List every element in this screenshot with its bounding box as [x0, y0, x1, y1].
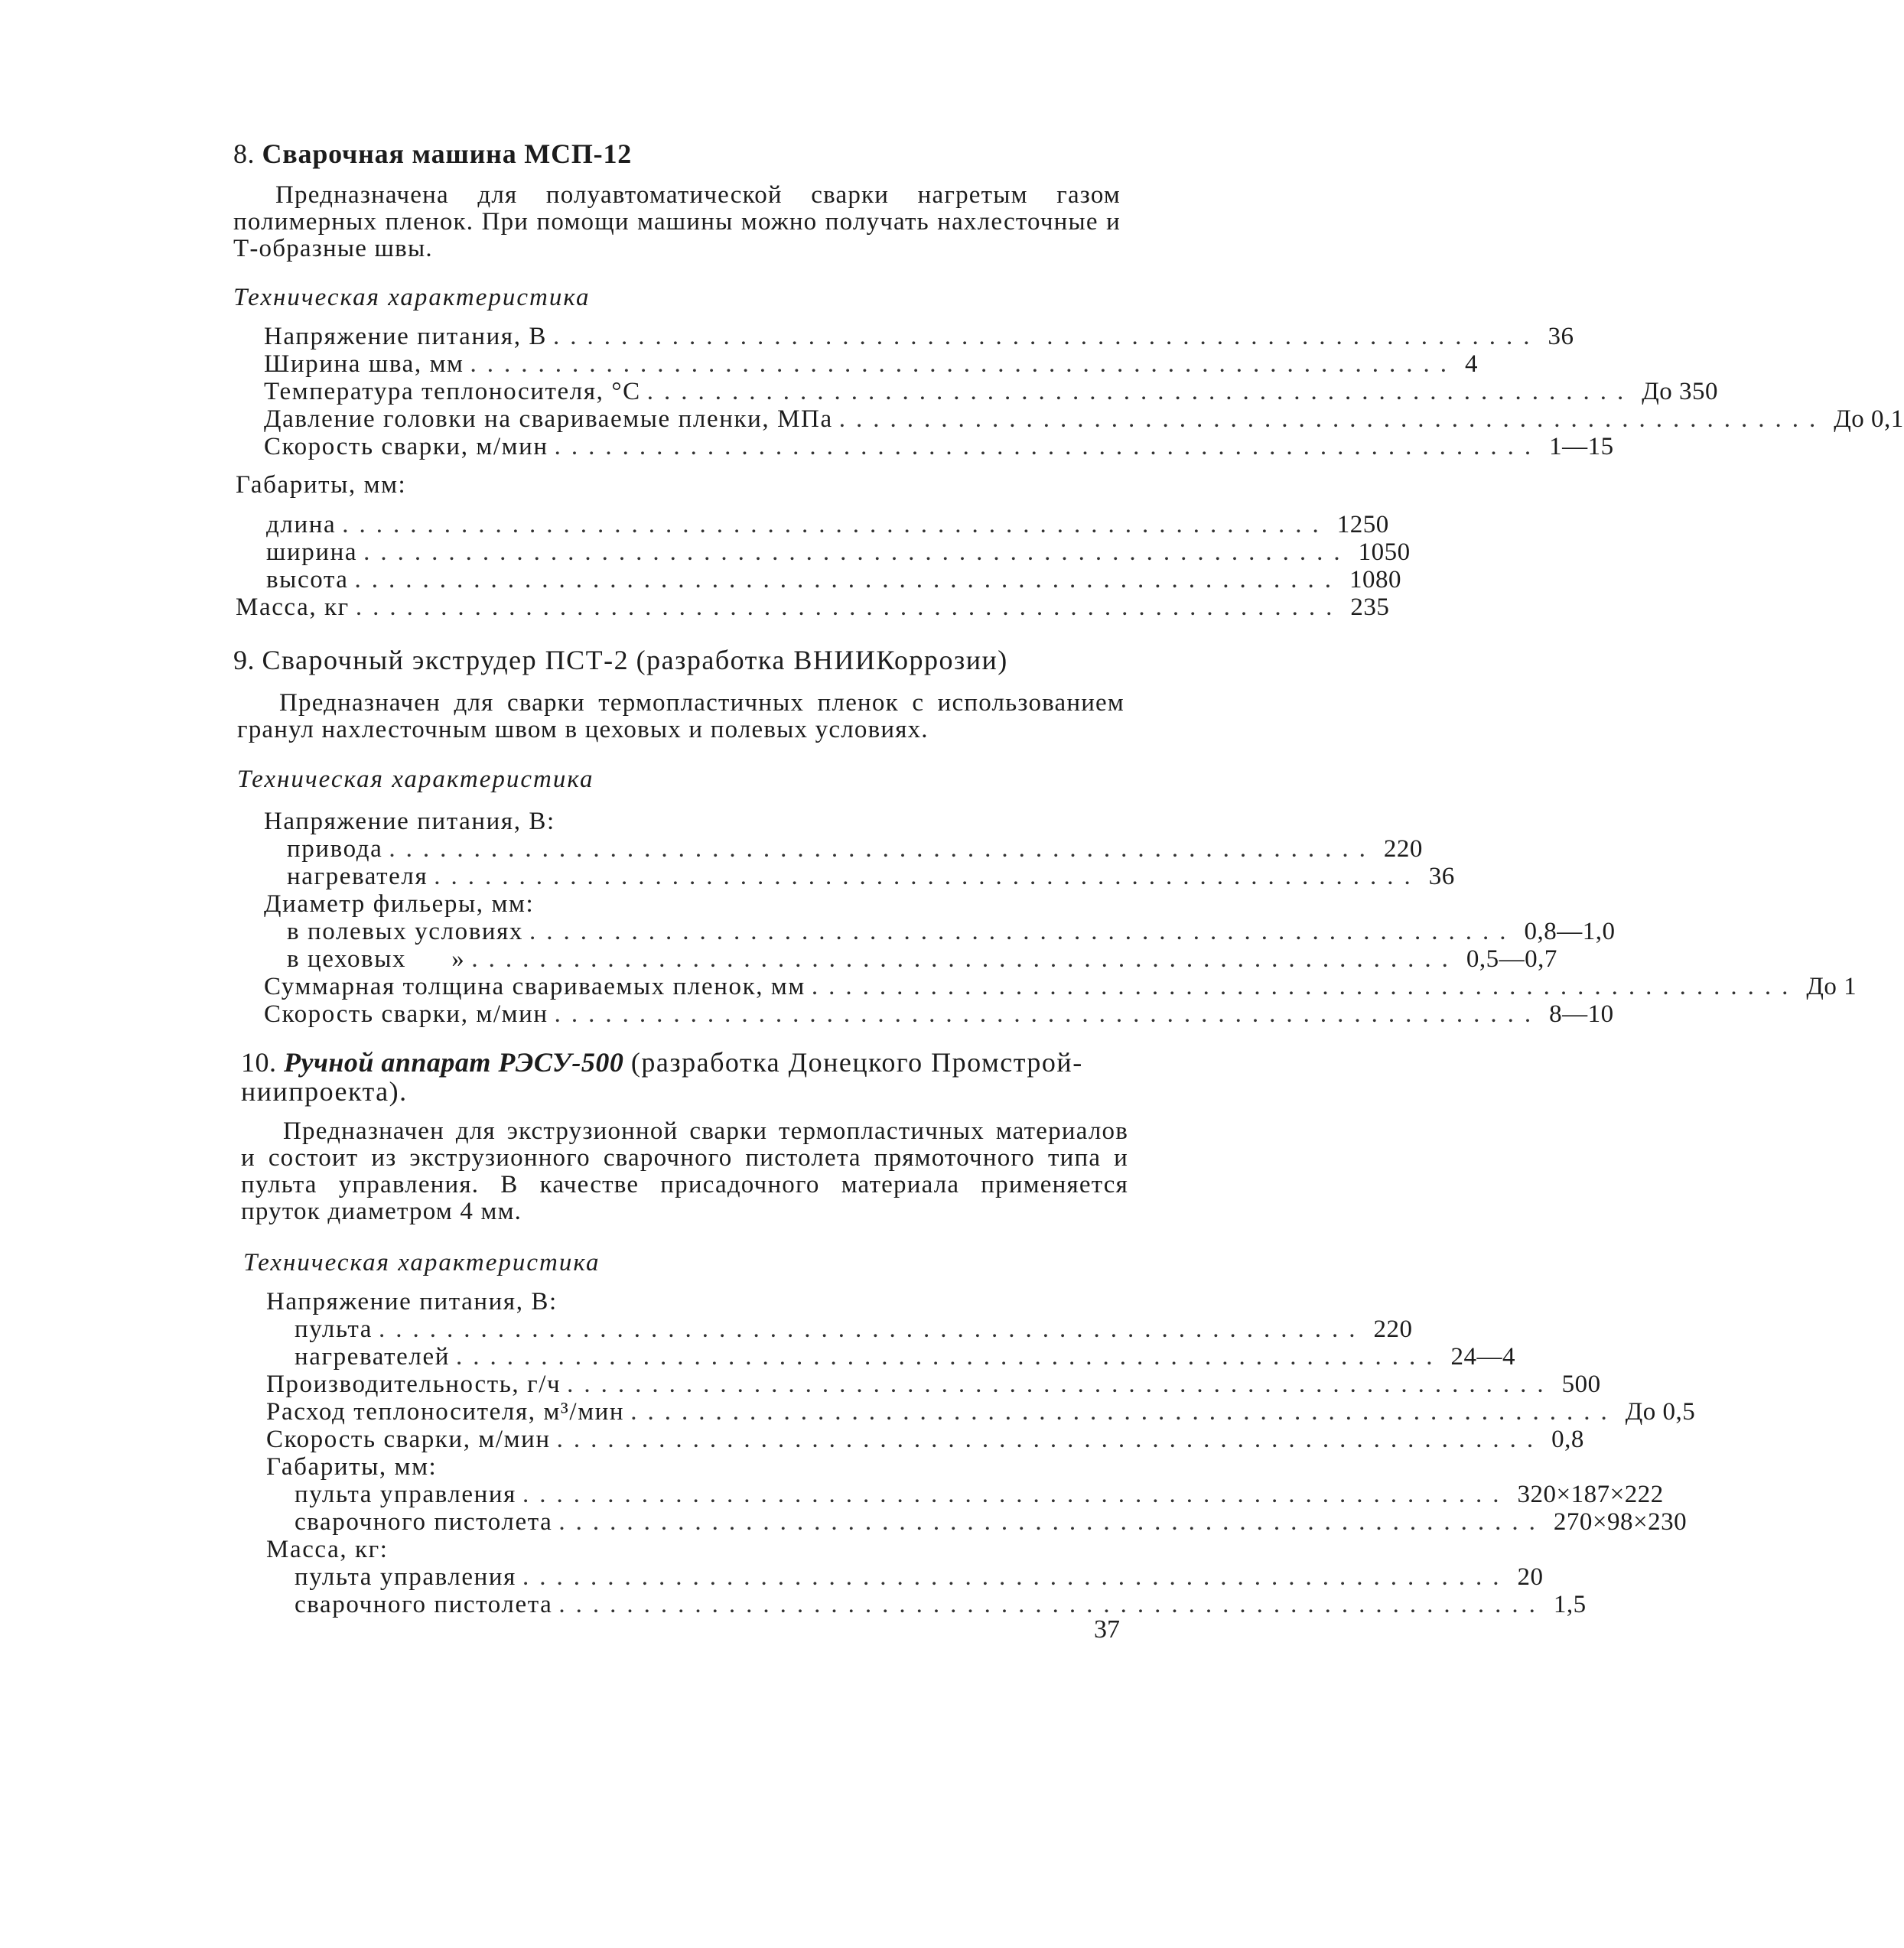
section-number: 8.	[233, 138, 255, 169]
spec-row: сварочного пистолета .......................................................... 1,5	[295, 1591, 1587, 1618]
spec-label: Скорость сварки, м/мин	[266, 1426, 551, 1453]
dimensions-label: Габариты, мм:	[236, 471, 407, 499]
spec-row: Напряжение питания, В .......................................................... 36	[264, 323, 1574, 350]
spec-label: Производительность, г/ч	[266, 1371, 561, 1398]
spec-value: 24—4	[1450, 1343, 1515, 1371]
spec-row: длина .......................................................... 1250	[266, 511, 1389, 538]
spec-value: 220	[1383, 835, 1423, 863]
spec-row: пульта управления .......................................................... 320×187×222	[295, 1481, 1664, 1508]
spec-label: Напряжение питания, В	[264, 323, 548, 350]
spec-label: высота	[266, 566, 349, 594]
section-8-description: Предназначена для полуавтоматической сварки нагретым газом полимерных пленок. При помощи машины можно получать нахлесточные и Т-образные швы.	[233, 181, 1121, 262]
spec-value: 500	[1561, 1371, 1601, 1398]
spec-label: пульта управления	[295, 1481, 516, 1508]
spec-row: нагревателя .......................................................... 36	[287, 863, 1455, 890]
dimensions-label: Габариты, мм:	[266, 1453, 438, 1481]
spec-value: 0,5—0,7	[1466, 945, 1557, 973]
spec-label: сварочного пистолета	[295, 1591, 553, 1618]
spec-row: привода .......................................................... 220	[287, 835, 1423, 863]
spec-label: нагревателей	[295, 1343, 450, 1371]
page-number: 37	[1094, 1615, 1120, 1644]
spec-row: пульта управления .......................................................... 20	[295, 1563, 1544, 1591]
spec-row: Скорость сварки, м/мин .......................................................... 8—10	[264, 1000, 1614, 1028]
section-number: 9.	[233, 645, 255, 675]
section-title: Ручной аппарат РЭСУ-500	[284, 1047, 624, 1078]
spec-label: Ширина шва, мм	[264, 350, 464, 378]
section-10-spec-title: Техническая характеристика	[243, 1249, 600, 1276]
spec-value: 1—15	[1549, 433, 1614, 460]
spec-value: До 0,5	[1625, 1398, 1696, 1426]
section-10-description: Предназначен для экструзионной сварки термопластичных материалов и состоит из экструзионного сварочного пистолета прямоточного типа и пульта управления. В качестве присадочного материала применяется пруток диаметром 4 мм.	[241, 1117, 1128, 1225]
spec-value: 8—10	[1549, 1000, 1614, 1028]
spec-row: нагревателей .......................................................... 24—4	[295, 1343, 1515, 1371]
die-label: Диаметр фильеры, мм:	[264, 890, 535, 918]
spec-row: Давление головки на свариваемые пленки, МПа .......................................................... До 0,1	[264, 405, 1904, 433]
spec-row: Ширина шва, мм .......................................................... 4	[264, 350, 1479, 378]
section-title: Сварочный экструдер ПСТ-2	[262, 645, 630, 675]
spec-label: Суммарная толщина свариваемых пленок, мм	[264, 973, 806, 1000]
section-9-spec-title: Техническая характеристика	[237, 766, 594, 793]
spec-row: Производительность, г/ч .......................................................... 500	[266, 1371, 1601, 1398]
spec-row: в цеховых » .......................................................... 0,5—0,7	[287, 945, 1557, 973]
spec-row: ширина .......................................................... 1050	[266, 538, 1411, 566]
spec-label: пульта	[295, 1315, 373, 1343]
spec-label: ширина	[266, 538, 358, 566]
spec-label: привода	[287, 835, 383, 863]
spec-value: 0,8	[1551, 1426, 1584, 1453]
mass-label: Масса, кг:	[266, 1536, 389, 1563]
voltage-label: Напряжение питания, В:	[266, 1288, 558, 1315]
spec-value: 270×98×230	[1553, 1508, 1688, 1536]
spec-row: в полевых условиях .......................................................... 0,8—1,0	[287, 918, 1616, 945]
spec-label: Расход теплоносителя, м³/мин	[266, 1398, 625, 1426]
section-title: Сварочная машина МСП-12	[262, 138, 633, 169]
spec-label: длина	[266, 511, 337, 538]
spec-value: 4	[1465, 350, 1479, 378]
spec-value: 0,8—1,0	[1524, 918, 1616, 945]
spec-row: пульта .......................................................... 220	[295, 1315, 1413, 1343]
spec-value: До 0,1	[1834, 405, 1904, 433]
spec-row: Суммарная толщина свариваемых пленок, мм .......................................................... До 1	[264, 973, 1857, 1000]
spec-value: 1050	[1358, 538, 1411, 566]
spec-row: сварочного пистолета .......................................................... 270×98×230	[295, 1508, 1688, 1536]
section-subtitle-continued: ниипроекта).	[241, 1076, 408, 1107]
spec-label: в цеховых »	[287, 945, 466, 973]
spec-value: 1250	[1336, 511, 1389, 538]
spec-label: пульта управления	[295, 1563, 516, 1591]
section-number: 10.	[241, 1047, 277, 1078]
section-subtitle: (разработка ВНИИКоррозии)	[636, 645, 1008, 675]
spec-value: 235	[1350, 594, 1390, 621]
section-9-description: Предназначен для сварки термопластичных пленок с использованием гранул нахлесточным швом в цеховых и полевых условиях.	[237, 689, 1124, 743]
spec-label: Скорость сварки, м/мин	[264, 1000, 548, 1028]
spec-value: До 350	[1642, 378, 1718, 405]
spec-value: 1,5	[1553, 1591, 1587, 1618]
spec-value: 20	[1517, 1563, 1544, 1591]
spec-label: Температура теплоносителя, °С	[264, 378, 641, 405]
spec-value: 1080	[1349, 566, 1402, 594]
spec-label: сварочного пистолета	[295, 1508, 553, 1536]
section-8-heading	[233, 138, 632, 170]
spec-row: Скорость сварки, м/мин .......................................................... 0,8	[266, 1426, 1584, 1453]
spec-value: 36	[1548, 323, 1574, 350]
spec-value: До 1	[1806, 973, 1857, 1000]
spec-row: Расход теплоносителя, м³/мин .......................................................... До 0,5	[266, 1398, 1696, 1426]
section-8-spec-title: Техническая характеристика	[233, 284, 591, 311]
spec-row: Температура теплоносителя, °С .......................................................... До 350	[264, 378, 1718, 405]
section-10-heading	[241, 1046, 1083, 1078]
spec-label: нагревателя	[287, 863, 428, 890]
spec-value: 320×187×222	[1517, 1481, 1664, 1508]
spec-value: 36	[1428, 863, 1455, 890]
spec-row: высота .......................................................... 1080	[266, 566, 1402, 594]
section-subtitle: (разработка Донецкого Промстрой-	[630, 1047, 1083, 1078]
spec-label: Масса, кг	[236, 594, 350, 621]
spec-value: 220	[1373, 1315, 1413, 1343]
spec-label: в полевых условиях	[287, 918, 524, 945]
spec-label: Давление головки на свариваемые пленки, МПа	[264, 405, 833, 433]
section-10-heading-line2	[241, 1075, 408, 1107]
section-9-heading	[233, 644, 1008, 676]
spec-row: Скорость сварки, м/мин .......................................................... 1—15	[264, 433, 1614, 460]
spec-label: Скорость сварки, м/мин	[264, 433, 548, 460]
spec-row: Масса, кг .......................................................... 235	[236, 594, 1390, 621]
voltage-label: Напряжение питания, В:	[264, 808, 555, 835]
